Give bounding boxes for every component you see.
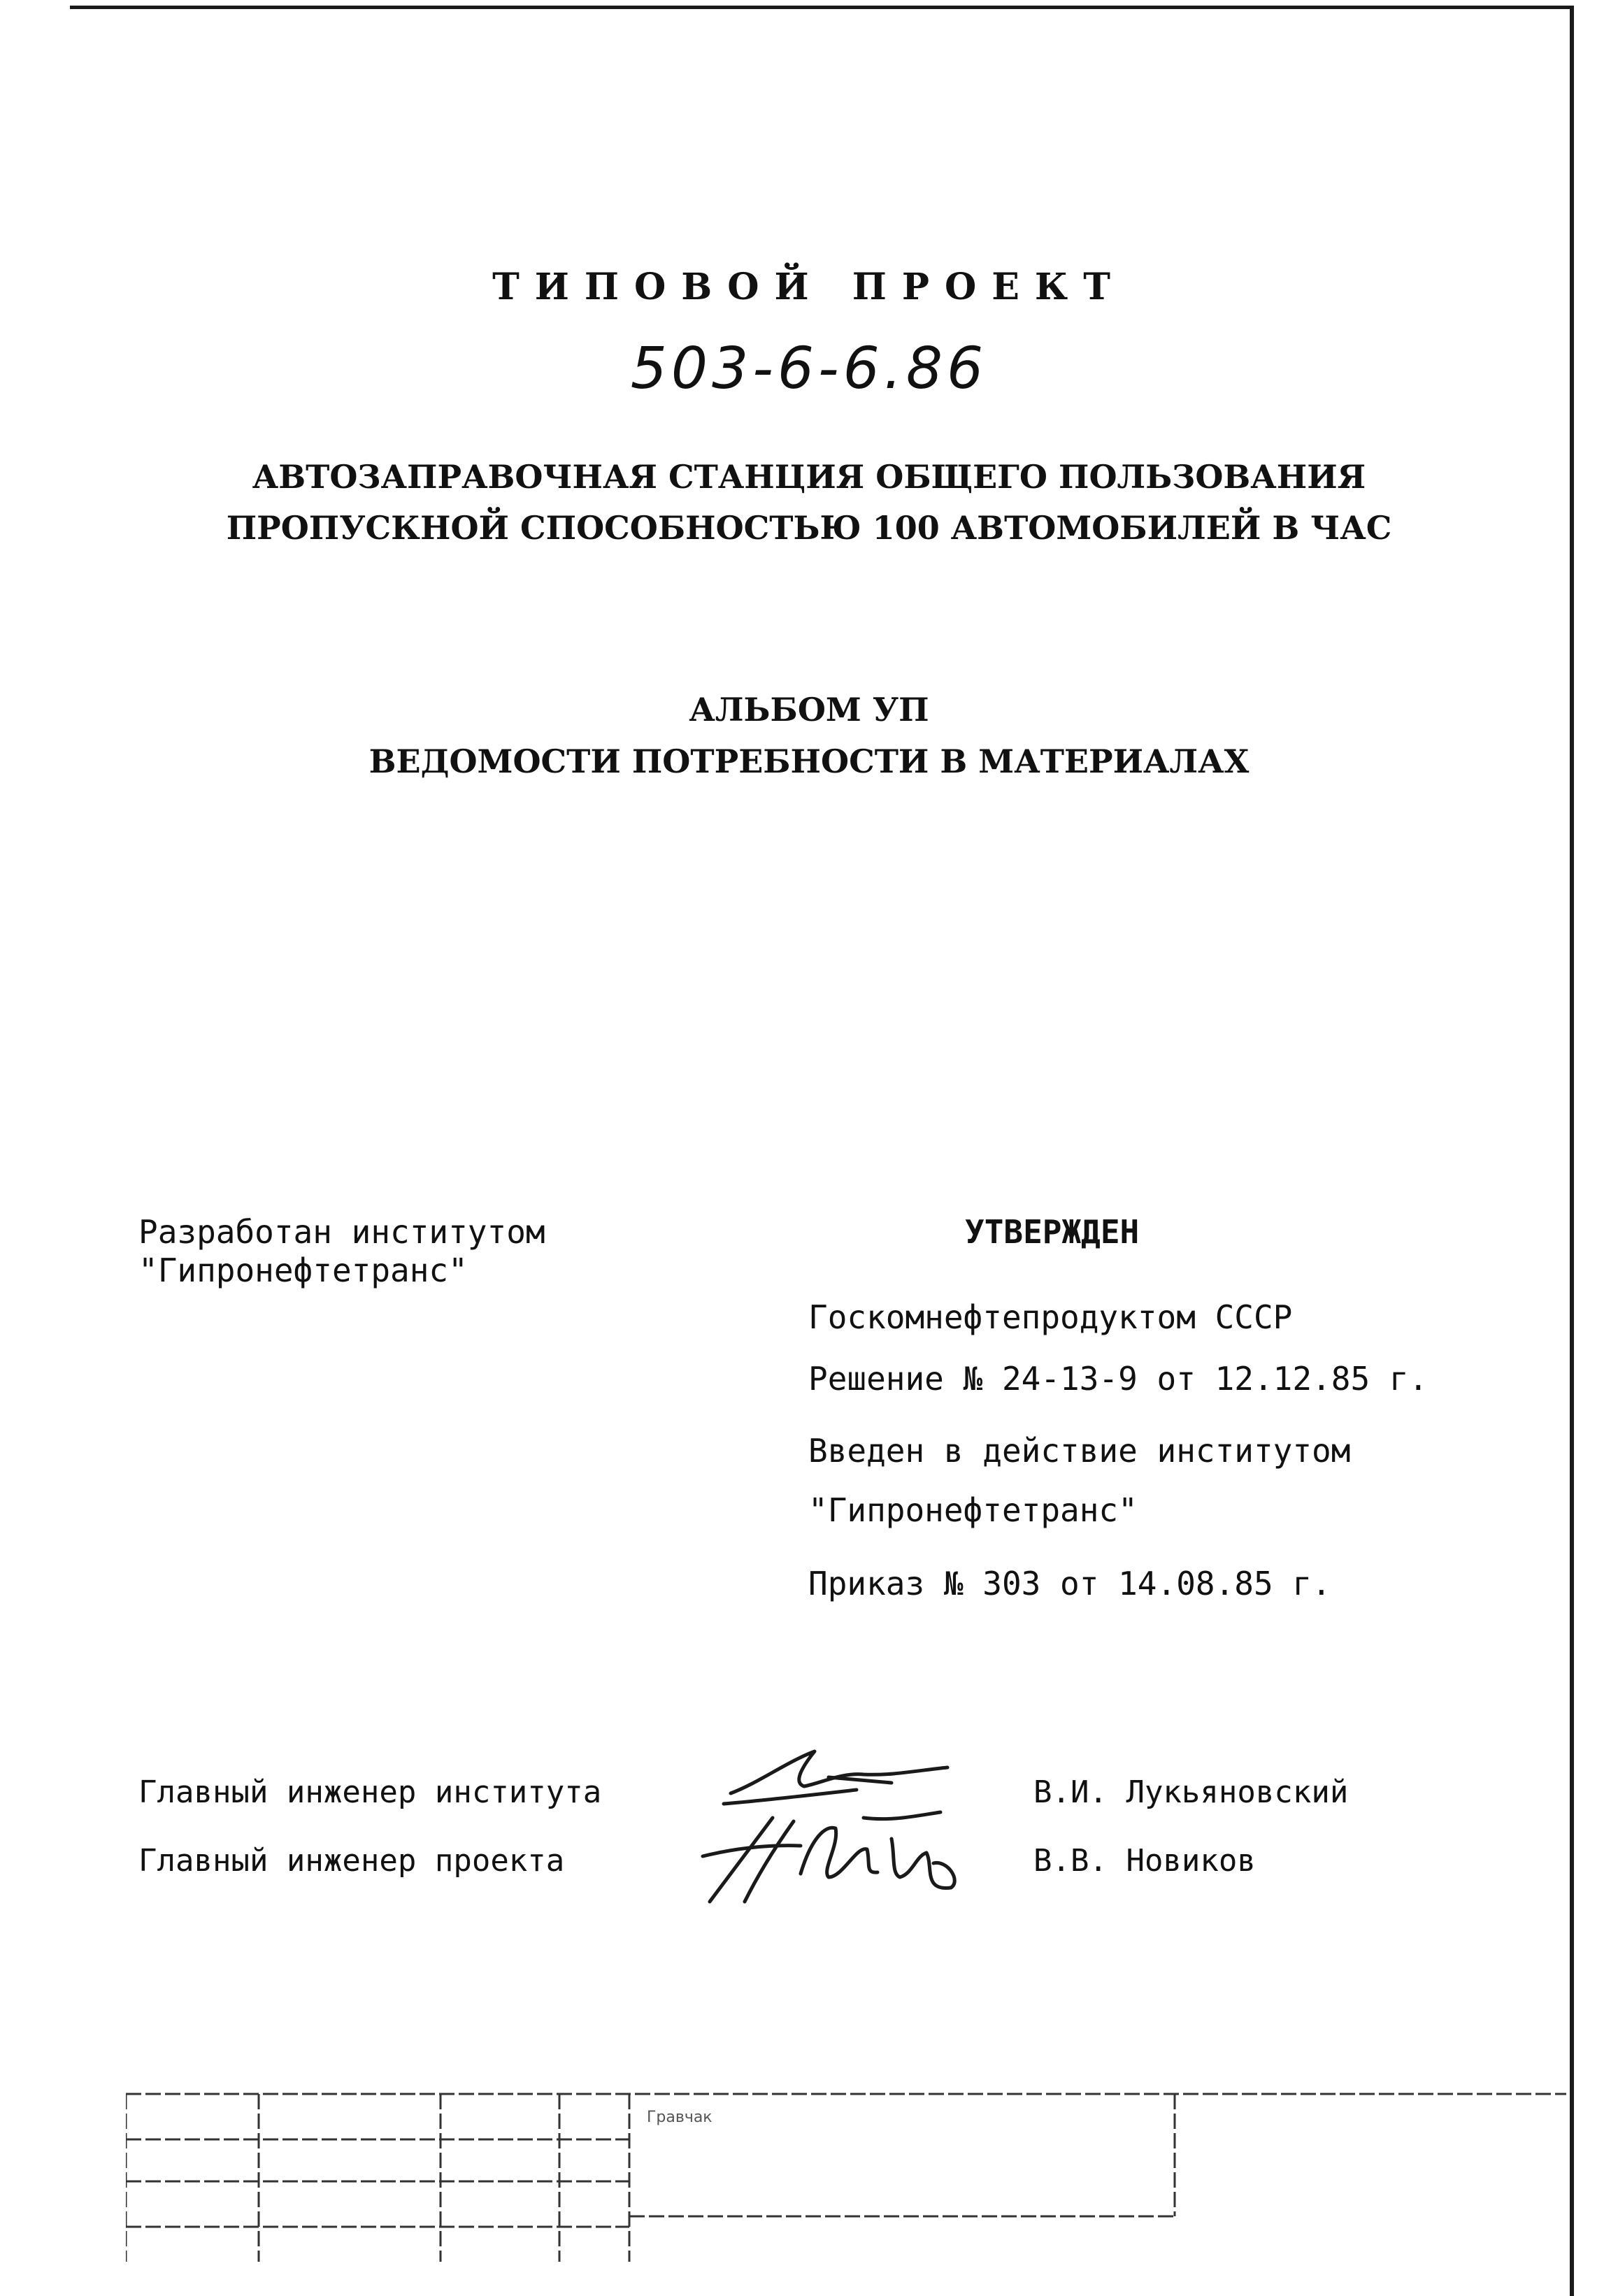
enactment-line: Введен в действие институтом bbox=[808, 1432, 1351, 1470]
approval-authority: Госкомнефтепродуктом СССР bbox=[808, 1298, 1293, 1336]
stamp-label: Гравчак bbox=[647, 2109, 713, 2126]
chief-engineer-institute-name: В.И. Лукьяновский bbox=[1033, 1774, 1349, 1810]
approval-heading: УТВЕРЖДЕН bbox=[965, 1213, 1140, 1251]
chief-engineer-project-role: Главный инженер проекта bbox=[138, 1843, 565, 1879]
developer-line-2: "Гипронефтетранс" bbox=[138, 1251, 468, 1289]
approval-decision: Решение № 24-13-9 от 12.12.85 г. bbox=[808, 1360, 1429, 1398]
enactment-order: Приказ № 303 от 14.08.85 г. bbox=[808, 1565, 1331, 1602]
chief-engineer-institute-role: Главный инженер института bbox=[138, 1774, 602, 1810]
chief-engineer-project-name: В.В. Новиков bbox=[1033, 1843, 1256, 1879]
album-subtitle: ВЕДОМОСТИ ПОТРЕБНОСТИ В МАТЕРИАЛАХ bbox=[368, 742, 1250, 780]
project-number: 503-6-6.86 bbox=[630, 336, 988, 402]
project-name-line-1: АВТОЗАПРАВОЧНАЯ СТАНЦИЯ ОБЩЕГО ПОЛЬЗОВАНИЯ bbox=[252, 458, 1366, 496]
document-type-title: ТИПОВОЙ ПРОЕКТ bbox=[492, 266, 1126, 308]
page-frame-top bbox=[70, 6, 1573, 9]
album-title: АЛЬБОМ УП bbox=[689, 691, 929, 729]
developer-line-1: Разработан институтом bbox=[138, 1213, 545, 1251]
enactment-institute: "Гипронефтетранс" bbox=[808, 1491, 1138, 1529]
handwritten-signatures bbox=[682, 1734, 1003, 1916]
title-block-stamp bbox=[126, 2087, 1573, 2262]
project-name-line-2: ПРОПУСКНОЙ СПОСОБНОСТЬЮ 100 АВТОМОБИЛЕЙ В ЧАС bbox=[226, 509, 1392, 547]
